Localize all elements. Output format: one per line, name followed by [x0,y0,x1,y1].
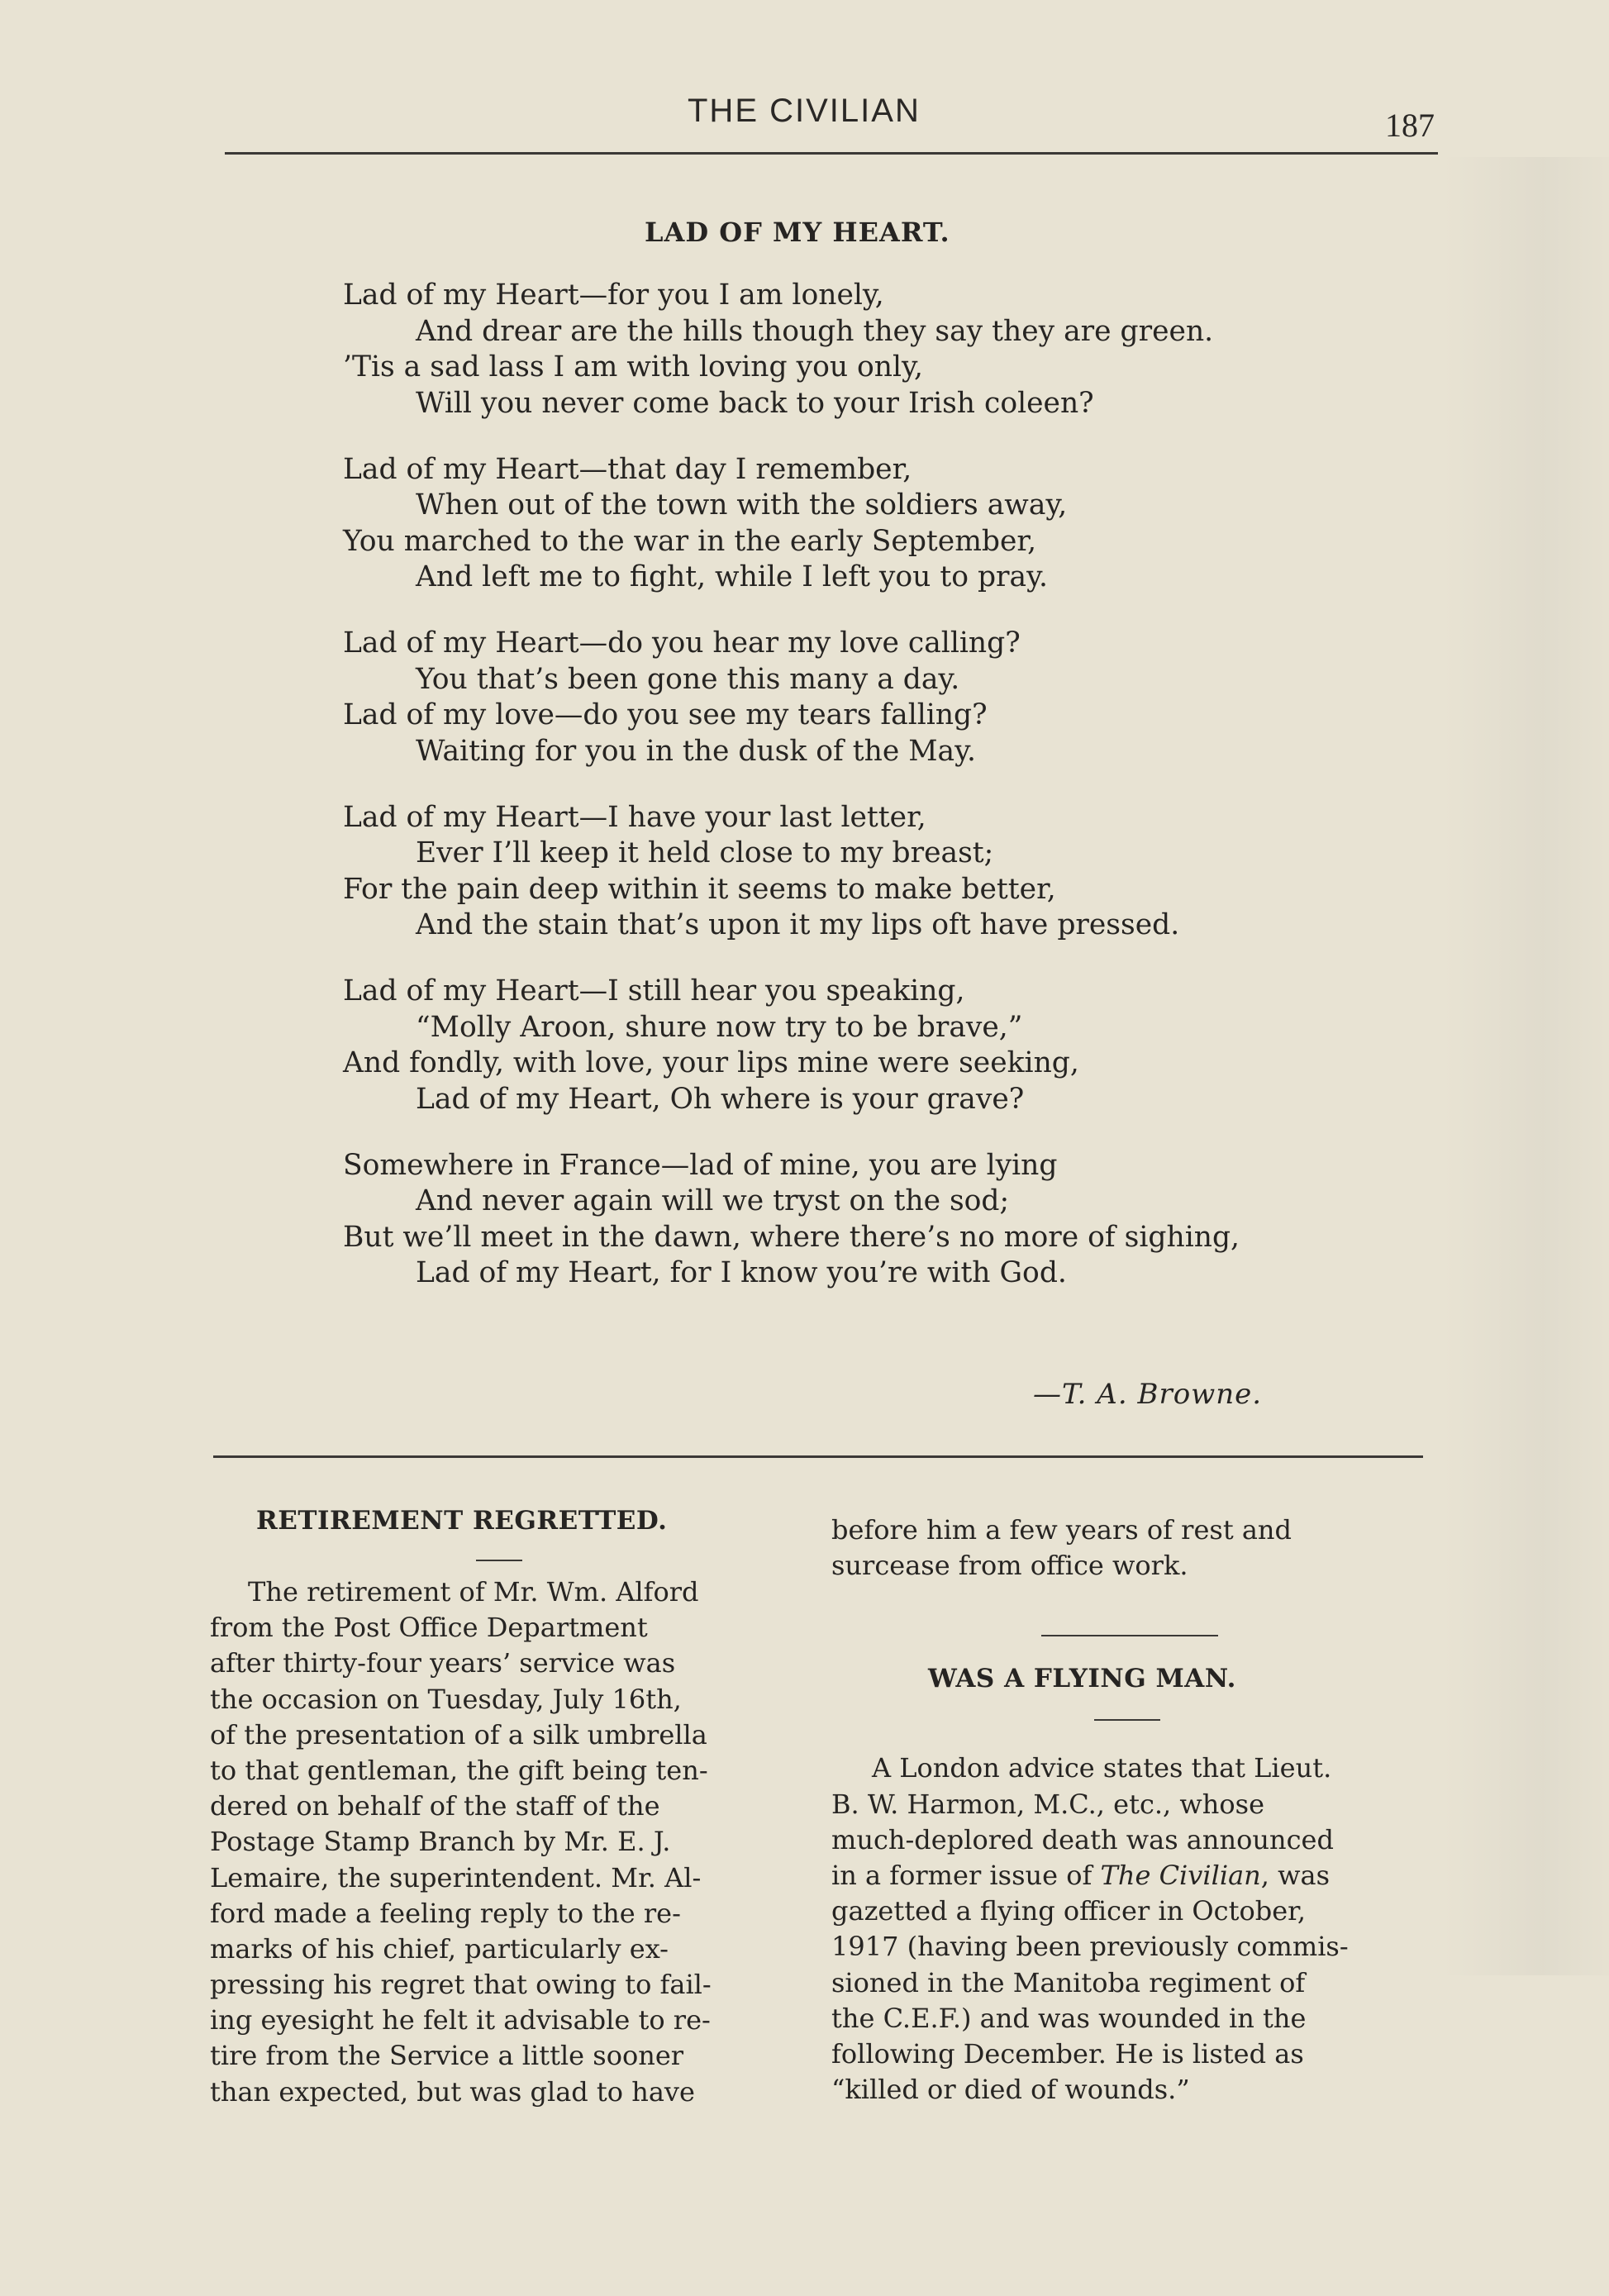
poem-line: And never again will we tryst on the sod; [416,1184,1010,1217]
body-line: much-deplored death was announced [831,1823,1334,1855]
body-line: of the presentation of a silk umbrella [210,1718,707,1751]
page-number: 187 [1385,107,1435,144]
body-line: gazetted a flying officer in October, [831,1895,1307,1927]
title-rule [1094,1719,1160,1721]
poem-line: Lad of my Heart, Oh where is your grave? [416,1082,1025,1116]
poem-line: Lad of my Heart—I still hear you speaking, [343,974,965,1007]
poem-line: Will you never come back to your Irish coleen? [416,386,1094,420]
poem [343,278,1417,1322]
body-line: Postage Stamp Branch by Mr. E. J. [210,1826,671,1858]
article-body-flying-man [831,1751,1425,2108]
article-continuation-retirement [831,1512,1425,1584]
body-line: sioned in the Manitoba regiment of [831,1966,1306,1998]
poem-stanza [343,800,1417,944]
poem-line: Lad of my Heart, for I know you’re with God. [416,1256,1067,1289]
title-rule [476,1560,522,1561]
poem-line: You that’s been gone this many a day. [416,662,960,696]
body-line: The retirement of Mr. Wm. Alford [248,1576,699,1608]
body-line: ford made a feeling reply to the re- [210,1897,681,1929]
body-line: the C.E.F.) and was wounded in the [831,2002,1307,2034]
body-line: in a former issue of The Civilian, was [831,1859,1330,1891]
publication-title: The Civilian [1100,1859,1261,1891]
running-head: THE CIVILIAN [688,93,921,129]
poem-stanza [343,626,1417,769]
poem-stanza [343,1148,1417,1292]
body-line: marks of his chief, particularly ex- [210,1932,669,1965]
poem-line: Lad of my Heart—that day I remember, [343,452,912,486]
poem-line: Ever I’ll keep it held close to my breast; [416,836,994,869]
poem-stanza [343,278,1417,422]
body-line: from the Post Office Department [210,1612,648,1644]
poem-line: For the pain deep within it seems to make better, [343,872,1056,906]
poem-line: ’Tis a sad lass I am with loving you only, [343,350,923,383]
section-rule [213,1455,1423,1458]
poem-line: You marched to the war in the early September, [343,524,1037,558]
article-separator-rule [1041,1635,1218,1636]
poem-line: Lad of my love—do you see my tears falling? [343,698,988,731]
body-line: than expected, but was glad to have [210,2075,695,2108]
body-line: following December. He is listed as [831,2037,1304,2070]
poem-line: And left me to fight, while I left you to pray. [416,560,1048,593]
poem-stanza [343,974,1417,1117]
body-line: to that gentleman, the gift being ten- [210,1754,708,1786]
poem-attribution: —T. A. Browne. [1033,1378,1263,1411]
poem-line: Lad of my Heart—for you I am lonely, [343,279,884,312]
poem-stanza [343,452,1417,596]
body-line: ing eyesight he felt it advisable to re- [210,2004,711,2036]
bleed-through-shadow [1444,157,1609,1975]
article-title-retirement: RETIREMENT REGRETTED. [256,1506,668,1536]
poem-title: LAD OF MY HEART. [645,217,950,248]
article-body-retirement [210,1574,798,2110]
poem-line: And drear are the hills though they say they are green. [416,314,1214,348]
poem-line: And the stain that’s upon it my lips oft have pressed. [416,908,1180,941]
right-column [831,1512,1425,2108]
body-line: before him a few years of rest and [831,1514,1292,1546]
header-rule [225,152,1438,155]
body-line: tire from the Service a little sooner [210,2040,684,2072]
body-line: A London advice states that Lieut. [872,1752,1332,1784]
article-title-flying-man: WAS A FLYING MAN. [928,1664,1236,1694]
body-line: pressing his regret that owing to fail- [210,1969,712,2001]
left-column [210,1506,798,2110]
poem-line: And fondly, with love, your lips mine were seeking, [343,1046,1079,1079]
body-line: after thirty-four years’ service was [210,1647,676,1679]
body-line: 1917 (having been previously commis- [831,1931,1349,1963]
body-line: Lemaire, the superintendent. Mr. Al- [210,1861,702,1893]
body-line: the occasion on Tuesday, July 16th, [210,1683,682,1715]
body-line: “killed or died of wounds.” [831,2074,1190,2106]
body-line: surcease from office work. [831,1550,1188,1582]
poem-line: But we’ll meet in the dawn, where there’s no more of sighing, [343,1220,1240,1254]
body-line: B. W. Harmon, M.C., etc., whose [831,1788,1264,1820]
poem-line: When out of the town with the soldiers away, [416,488,1068,522]
poem-line: Lad of my Heart—do you hear my love calling? [343,626,1021,660]
poem-line: “Molly Aroon, shure now try to be brave,” [416,1010,1023,1044]
poem-line: Somewhere in France—lad of mine, you are lying [343,1148,1058,1182]
body-line: dered on behalf of the staff of the [210,1790,660,1822]
poem-line: Lad of my Heart—I have your last letter, [343,800,926,834]
poem-line: Waiting for you in the dusk of the May. [416,734,976,768]
